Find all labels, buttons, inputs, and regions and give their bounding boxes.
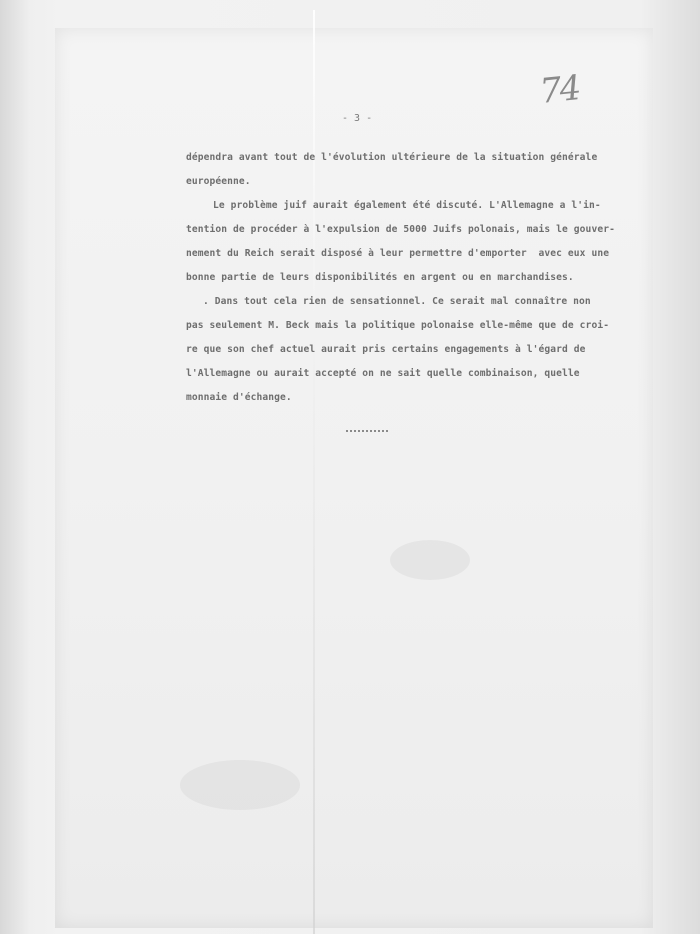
text-line: nement du Reich serait disposé à leur permettre d'emporter avec eux une: [186, 248, 610, 259]
text-line: bonne partie de leurs disponibilités en argent ou en marchandises.: [186, 272, 574, 283]
fold-line: [313, 10, 315, 934]
text-line: Le problème juif aurait également été discuté. L'Allemagne a l'in-: [213, 200, 601, 211]
text-line: re que son chef actuel aurait pris certains engagements à l'égard de: [186, 344, 586, 355]
text-line: pas seulement M. Beck mais la politique polonaise elle-même que de croi-: [186, 320, 610, 331]
text-line: dépendra avant tout de l'évolution ultérieure de la situation générale: [186, 152, 598, 163]
text-line: . Dans tout cela rien de sensationnel. Ce serait mal connaître non: [203, 296, 591, 307]
text-line: monnaie d'échange.: [186, 392, 292, 403]
paper-stain: [180, 760, 300, 810]
paper-stain: [390, 540, 470, 580]
end-of-text-rule: [346, 430, 388, 433]
page-number: - 3 -: [342, 113, 373, 124]
text-line: européenne.: [186, 176, 251, 187]
text-line: tention de procéder à l'expulsion de 5000 Juifs polonais, mais le gouver-: [186, 224, 615, 235]
text-line: l'Allemagne ou aurait accepté on ne sait quelle combinaison, quelle: [186, 368, 580, 379]
handwritten-folio-number: 74: [538, 68, 582, 112]
document-page: [55, 28, 653, 928]
